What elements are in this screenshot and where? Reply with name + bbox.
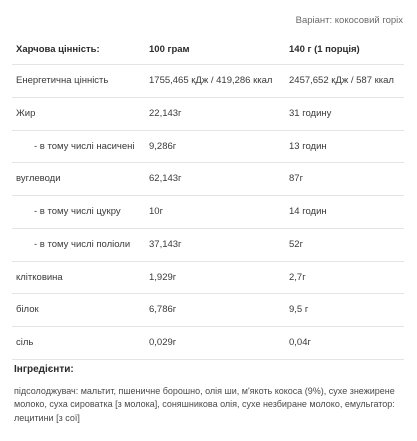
value-per-portion: 2,7г [285, 261, 404, 294]
value-per-100g: 10г [145, 196, 285, 229]
value-per-portion: 31 годину [285, 97, 404, 130]
table-row [12, 294, 404, 327]
header-per-portion: 140 г (1 порція) [285, 34, 404, 65]
value-per-100g: 0,029г [145, 327, 285, 360]
value-per-100g: 1755,465 кДж / 419,286 ккал [145, 65, 285, 98]
value-per-100g: 9,286г [145, 130, 285, 163]
table-row [12, 97, 404, 130]
value-per-portion: 2457,652 кДж / 587 ккал [285, 65, 404, 98]
nutrient-name: - в тому числі насичені [12, 130, 145, 163]
header-per-100g: 100 грам [145, 34, 285, 65]
table-header-row [12, 34, 404, 65]
nutrition-table-body [12, 65, 404, 360]
value-per-portion: 9,5 г [285, 294, 404, 327]
value-per-portion: 87г [285, 163, 404, 196]
ingredients-title: Інгредієнти: [14, 364, 74, 375]
value-per-100g: 22,143г [145, 97, 285, 130]
table-row [12, 261, 404, 294]
nutrient-name: Жир [12, 97, 145, 130]
variant-label: Варіант: кокосовий горіх [295, 15, 403, 26]
table-row [12, 196, 404, 229]
nutrient-name: сіль [12, 327, 145, 360]
value-per-portion: 14 годин [285, 196, 404, 229]
value-per-portion: 13 годин [285, 130, 404, 163]
table-row [12, 163, 404, 196]
value-per-100g: 6,786г [145, 294, 285, 327]
table-row [12, 65, 404, 98]
value-per-portion: 0,04г [285, 327, 404, 360]
nutrient-name: - в тому числі поліоли [12, 228, 145, 261]
table-row [12, 130, 404, 163]
value-per-100g: 37,143г [145, 228, 285, 261]
nutrient-name: - в тому числі цукру [12, 196, 145, 229]
ingredients-text: підсолоджувач: мальтит, пшеничне борошно, олія ши, м'якоть кокоса (9%), сухе знежирене молоко, суха сироватка [з молока], соняшникова олія, сухе незбиране молоко, емульгатор: лецитини [з сої] [14, 386, 395, 423]
table-row [12, 327, 404, 360]
value-per-100g: 1,929г [145, 261, 285, 294]
nutrient-name: клітковина [12, 261, 145, 294]
nutrient-name: Енергетична цінність [12, 65, 145, 98]
value-per-100g: 62,143г [145, 163, 285, 196]
nutrient-name: вуглеводи [12, 163, 145, 196]
table-row [12, 228, 404, 261]
nutrient-name: білок [12, 294, 145, 327]
header-nutrition: Харчова цінність: [12, 34, 145, 65]
value-per-portion: 52г [285, 228, 404, 261]
nutrition-table [12, 34, 404, 360]
ingredients-section [14, 364, 406, 425]
